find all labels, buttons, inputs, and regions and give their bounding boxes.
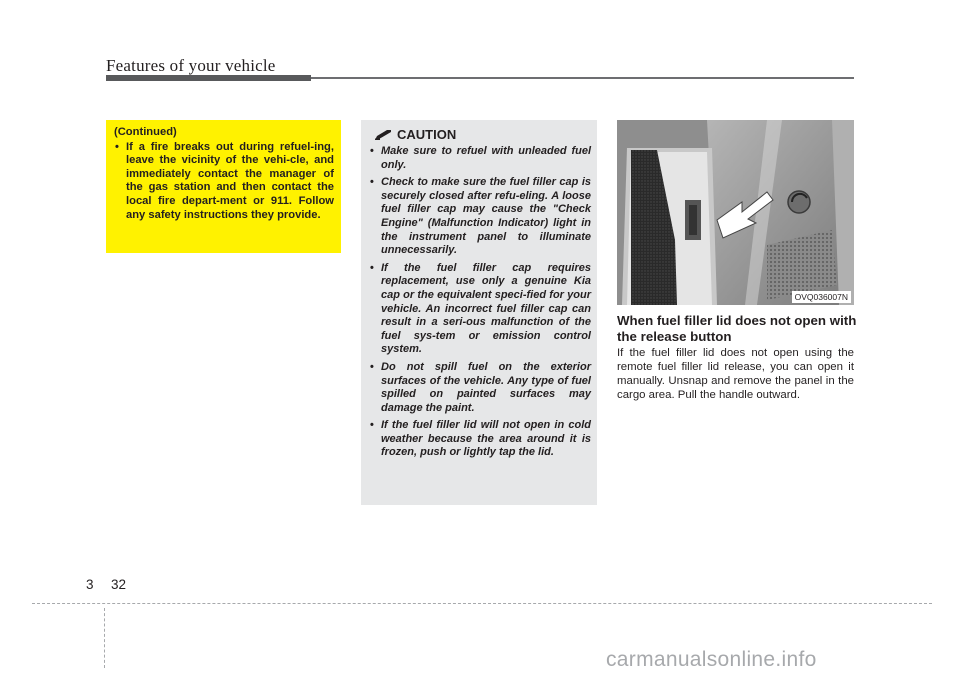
page-header-title: Features of your vehicle bbox=[106, 56, 276, 75]
caution-item: • If the fuel filler lid will not open in cold weather because the area around it is frozen, push or lightly tap the lid. bbox=[369, 419, 591, 460]
warning-box bbox=[106, 120, 341, 253]
warning-item: • If a fire breaks out during refuel-ing, leave the vicinity of the vehi-cle, and immediately contact the manager of the gas station and then contact the local fire depart-ment or 911. Follow any safety instructions they provide. bbox=[114, 141, 334, 223]
cargo-panel-illustration bbox=[617, 120, 854, 305]
page-number: 32 bbox=[111, 577, 127, 592]
warning-continued-label: (Continued) bbox=[114, 126, 177, 138]
caution-header bbox=[375, 127, 591, 142]
caution-title: CAUTION bbox=[397, 127, 457, 142]
cargo-panel-photo bbox=[617, 120, 854, 305]
caution-item: • If the fuel filler cap requires replacement, use only a genuine Kia cap or the equivalent speci-fied for your vehicle. An incorrect fuel filler cap can result in a seri-ous malfunction of the fuel sys-tem or emission control system. bbox=[369, 262, 591, 357]
section-body: If the fuel filler lid does not open using the remote fuel filler lid release, you can open it manually. Unsnap and remove the panel in the cargo area. Pull the handle outward. bbox=[617, 347, 854, 401]
image-code: OVQ036007N bbox=[792, 291, 851, 303]
pencil-icon bbox=[375, 130, 393, 140]
caution-item: • Do not spill fuel on the exterior surfaces of the vehicle. Any type of fuel spilled on painted surfaces may damage the paint. bbox=[369, 361, 591, 415]
caution-item: • Check to make sure the fuel filler cap is securely closed after refu-eling. A loose fuel filler cap may cause the "Check Engine" (Malfunction Indicator) light in the instrument panel to illuminate unnecessarily. bbox=[369, 176, 591, 258]
warning-list bbox=[114, 141, 334, 223]
footer-divider bbox=[32, 603, 932, 604]
caution-item: • Make sure to refuel with unleaded fuel only. bbox=[369, 145, 591, 172]
caution-list bbox=[369, 145, 591, 460]
caution-box bbox=[361, 120, 597, 505]
watermark: carmanualsonline.info bbox=[606, 648, 817, 671]
chapter-number: 3 bbox=[86, 577, 94, 592]
section-heading: When fuel filler lid does not open with the release button bbox=[617, 313, 857, 344]
header-rule-accent bbox=[106, 75, 311, 81]
footer-vertical-divider bbox=[104, 608, 105, 668]
